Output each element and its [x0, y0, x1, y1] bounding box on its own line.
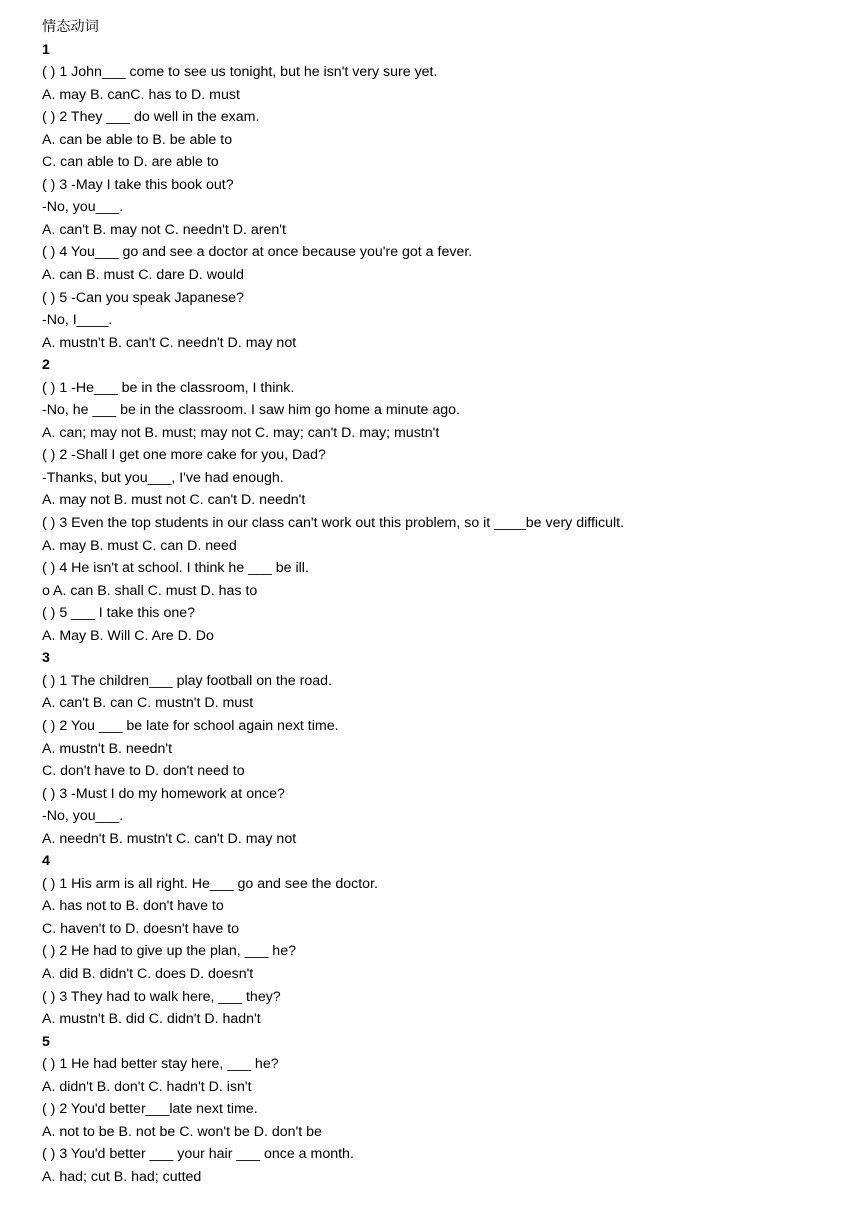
- options-line: A. had; cut B. had; cutted: [42, 1168, 202, 1185]
- question-line: ( ) 4 You___ go and see a doctor at once because you're got a fever.: [42, 244, 473, 261]
- options-line: A. did B. didn't C. does D. doesn't: [42, 965, 254, 982]
- options-line: A. can't B. can C. mustn't D. must: [42, 695, 254, 712]
- question-line: ( ) 4 He isn't at school. I think he ___ be ill.: [42, 560, 309, 577]
- section-number: 4: [42, 853, 50, 870]
- question-line: ( ) 5 ___ I take this one?: [42, 605, 196, 622]
- question-line: ( ) 3 Even the top students in our class can't work out this problem, so it ____be very difficult.: [42, 515, 625, 532]
- options-line: A. can; may not B. must; may not C. may; can't D. may; mustn't: [42, 424, 440, 441]
- dialogue-line: -Thanks, but you___, I've had enough.: [42, 469, 284, 486]
- options-line: A. mustn't B. can't C. needn't D. may not: [42, 334, 297, 351]
- options-line: o A. can B. shall C. must D. has to: [42, 582, 258, 599]
- question-line: ( ) 2 -Shall I get one more cake for you, Dad?: [42, 447, 326, 464]
- options-line: A. may not B. must not C. can't D. needn't: [42, 492, 306, 509]
- options-line: C. haven't to D. doesn't have to: [42, 920, 240, 937]
- question-line: ( ) 3 -Must I do my homework at once?: [42, 785, 285, 802]
- question-line: ( ) 3 They had to walk here, ___ they?: [42, 988, 281, 1005]
- section-number: 5: [42, 1033, 50, 1050]
- section-number: 1: [42, 41, 50, 58]
- options-line: C. can able to D. are able to: [42, 154, 219, 171]
- options-line: A. can't B. may not C. needn't D. aren't: [42, 221, 286, 238]
- options-line: A. may B. must C. can D. need: [42, 537, 237, 554]
- question-line: ( ) 1 The children___ play football on the road.: [42, 672, 332, 689]
- dialogue-line: -No, you___.: [42, 199, 124, 216]
- question-line: ( ) 3 You'd better ___ your hair ___ once a month.: [42, 1146, 354, 1163]
- options-line: A. can B. must C. dare D. would: [42, 267, 244, 284]
- dialogue-line: -No, you___.: [42, 808, 124, 825]
- document-page: [42, 16, 842, 1188]
- document-title: 情态动词: [42, 19, 99, 35]
- question-line: ( ) 1 -He___ be in the classroom, I think.: [42, 379, 295, 396]
- question-line: ( ) 1 He had better stay here, ___ he?: [42, 1056, 279, 1073]
- options-line: A. may B. canC. has to D. must: [42, 86, 240, 103]
- question-line: ( ) 2 You'd better___late next time.: [42, 1101, 258, 1118]
- section-number: 2: [42, 357, 50, 374]
- question-line: ( ) 1 His arm is all right. He___ go and see the doctor.: [42, 875, 378, 892]
- question-line: ( ) 2 He had to give up the plan, ___ he?: [42, 943, 296, 960]
- dialogue-line: -No, I____.: [42, 312, 113, 329]
- dialogue-line: -No, he ___ be in the classroom. I saw him go home a minute ago.: [42, 402, 460, 419]
- options-line: A. May B. Will C. Are D. Do: [42, 627, 214, 644]
- question-line: ( ) 2 You ___ be late for school again next time.: [42, 717, 339, 734]
- options-line: A. mustn't B. needn't: [42, 740, 173, 757]
- options-line: A. mustn't B. did C. didn't D. hadn't: [42, 1011, 261, 1028]
- question-line: ( ) 3 -May I take this book out?: [42, 176, 234, 193]
- question-line: ( ) 1 John___ come to see us tonight, but he isn't very sure yet.: [42, 64, 438, 81]
- options-line: C. don't have to D. don't need to: [42, 763, 245, 780]
- question-line: ( ) 2 They ___ do well in the exam.: [42, 109, 260, 126]
- question-line: ( ) 5 -Can you speak Japanese?: [42, 289, 244, 306]
- options-line: A. needn't B. mustn't C. can't D. may not: [42, 830, 297, 847]
- section-number: 3: [42, 650, 50, 667]
- options-line: A. didn't B. don't C. hadn't D. isn't: [42, 1078, 252, 1095]
- options-line: A. not to be B. not be C. won't be D. don't be: [42, 1123, 322, 1140]
- options-line: A. has not to B. don't have to: [42, 898, 224, 915]
- options-line: A. can be able to B. be able to: [42, 131, 233, 148]
